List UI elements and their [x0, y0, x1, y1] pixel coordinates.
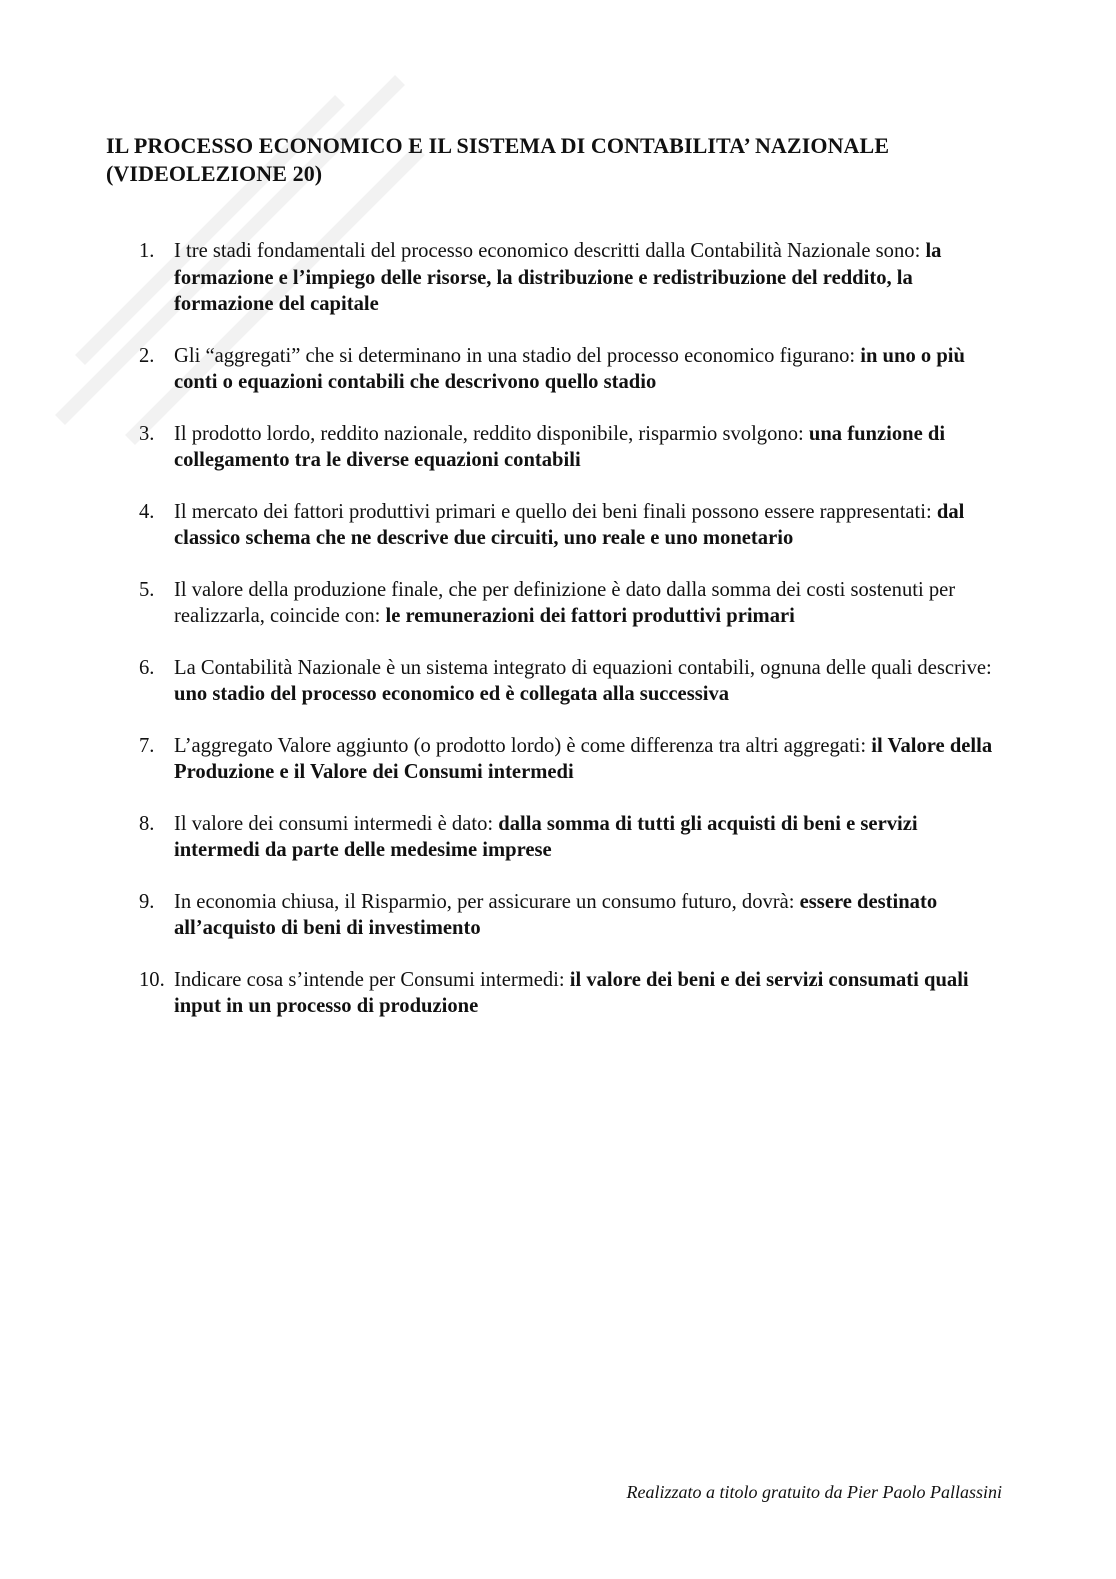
list-item: [139, 967, 999, 1020]
item-question: Gli “aggregati” che si determinano in una stadio del processo economico figurano:: [174, 344, 861, 367]
item-number: 6.: [139, 656, 155, 679]
item-question: I tre stadi fondamentali del processo economico descritti dalla Contabilità Nazionale sono:: [174, 240, 926, 262]
item-answer: dalla somma di tutti gli acquisti di beni e servizi intermedi da parte delle medesime imprese: [174, 812, 918, 861]
item-number: 9.: [139, 890, 155, 913]
item-question: Indicare cosa s’intende per Consumi intermedi:: [174, 968, 570, 991]
list-item: [139, 343, 999, 396]
item-question: L’aggregato Valore aggiunto (o prodotto lordo) è come differenza tra altri aggregati:: [174, 734, 872, 757]
item-answer: le remunerazioni dei fattori produttivi primari: [385, 605, 795, 627]
item-answer: il Valore della Produzione e il Valore dei Consumi intermedi: [174, 734, 993, 783]
item-answer: il valore dei beni e dei servizi consumati quali input in un processo di produzione: [174, 968, 969, 1017]
list-item: [139, 889, 999, 942]
footer-credit: Realizzato a titolo gratuito da Pier Paolo Pallassini: [626, 1482, 1002, 1502]
item-number: 5.: [139, 578, 155, 601]
item-number: 8.: [139, 812, 155, 835]
item-number: 2.: [139, 344, 155, 367]
item-answer: la formazione e l’impiego delle risorse, la distribuzione e redistribuzione del reddito, la formazione del capitale: [174, 240, 942, 315]
item-question: Il valore della produzione finale, che per definizione è dato dalla somma dei costi sostenuti per realizzarla, coincide con:: [174, 578, 956, 627]
item-answer: in uno o più conti o equazioni contabili che descrivono quello stadio: [174, 344, 965, 393]
item-question: Il prodotto lordo, reddito nazionale, reddito disponibile, risparmio svolgono:: [174, 422, 809, 445]
item-answer: uno stadio del processo economico ed è collegata alla successiva: [174, 683, 730, 705]
item-answer: essere destinato all’acquisto di beni di investimento: [174, 890, 938, 939]
page-title: IL PROCESSO ECONOMICO E IL SISTEMA DI CONTABILITA’ NAZIONALE (VIDEOLEZIONE 20): [106, 133, 890, 186]
list-item: [139, 655, 999, 708]
item-number: 7.: [139, 734, 155, 757]
list-item: [139, 577, 999, 630]
list-item: [139, 421, 999, 474]
item-number: 3.: [139, 422, 155, 445]
item-number: 4.: [139, 500, 155, 523]
question-list: [139, 238, 999, 1020]
item-number: 10.: [139, 968, 165, 991]
item-question: La Contabilità Nazionale è un sistema integrato di equazioni contabili, ognuna delle quali descrive:: [174, 656, 992, 679]
item-question: In economia chiusa, il Risparmio, per assicurare un consumo futuro, dovrà:: [174, 890, 800, 913]
list-item: [139, 733, 999, 786]
item-answer: una funzione di collegamento tra le diverse equazioni contabili: [174, 422, 946, 471]
list-item: [139, 499, 999, 552]
list-item: [139, 238, 999, 318]
list-item: [139, 811, 999, 864]
item-question: Il mercato dei fattori produttivi primari e quello dei beni finali possono essere rappresentati:: [174, 500, 937, 523]
item-number: 1.: [139, 240, 155, 262]
item-question: Il valore dei consumi intermedi è dato:: [174, 812, 499, 835]
item-answer: dal classico schema che ne descrive due circuiti, uno reale e uno monetario: [174, 500, 965, 549]
